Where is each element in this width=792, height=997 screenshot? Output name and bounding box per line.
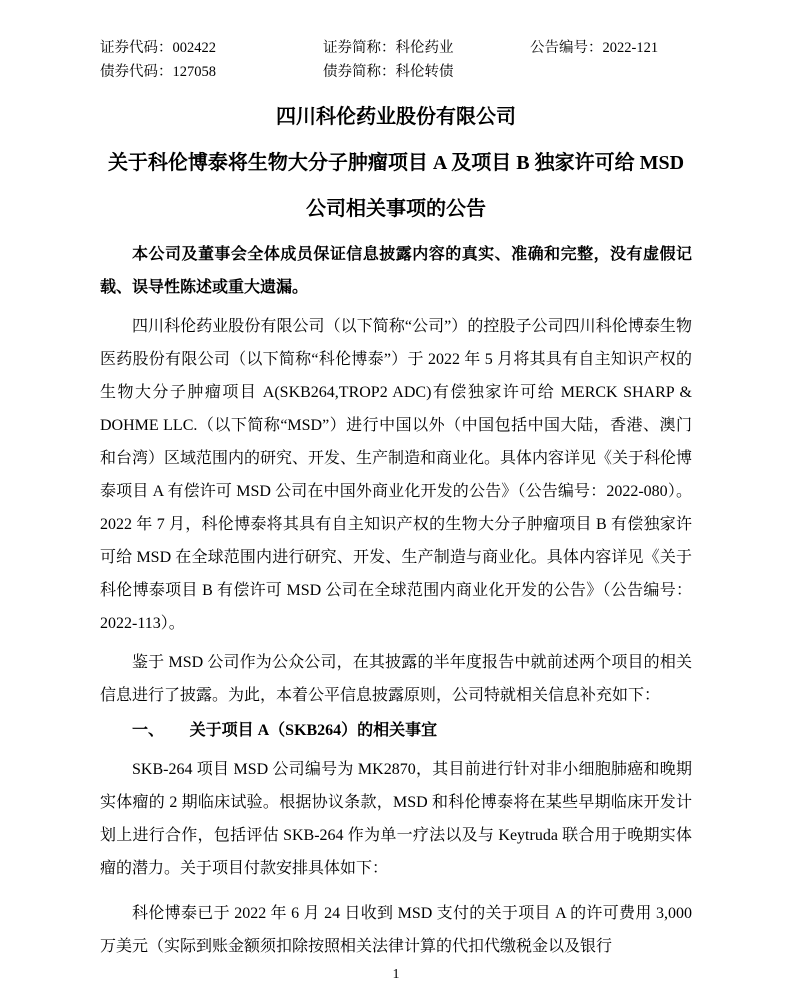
stock-short-name: 证券简称：科伦药业 xyxy=(323,40,454,56)
section-1-heading xyxy=(100,714,692,747)
header-empty-cell xyxy=(530,60,692,84)
board-guarantee-statement: 本公司及董事会全体成员保证信息披露内容的真实、准确和完整，没有虚假记载、误导性陈述或重大遗漏。 xyxy=(100,246,692,296)
announcement-number: 公告编号：2022-121 xyxy=(530,40,659,56)
document-body xyxy=(100,238,692,963)
paragraph-skb264-details: SKB-264 项目 MSD 公司编号为 MK2870，其目前进行针对非小细胞肺癌和晚期实体瘤的 2 期临床试验。根据协议条款，MSD 和科伦博泰将在某些早期临床开发计划上进行合作，包括评估 SKB-264 作为单一疗法以及与 Keytruda 联合用于晚期实体瘤的潜力。关于项目付款安排具体如下： xyxy=(100,761,692,877)
section-1-title: 关于项目 A（SKB264）的相关事宜 xyxy=(189,722,438,739)
header-row-1 xyxy=(100,36,692,60)
stock-code: 证券代码：002422 xyxy=(100,40,216,56)
paragraph-background: 四川科伦药业股份有限公司（以下简称“公司”）的控股子公司四川科伦博泰生物医药股份有限公司（以下简称“科伦博泰”）于 2022 年 5 月将其具有自主知识产权的生物大分子肿瘤项目 A(SKB264,TROP2 ADC)有偿独家许可给 MERCK SHARP & DOHME LLC.（以下简称“MSD”）进行中国以外（中国包括中国大陆，香港、澳门和台湾）区域范围内的研究、开发、生产制造和商业化。具体内容详见《关于科伦博泰项目 A 有偿许可 MSD 公司在中国外商业化开发的公告》（公告编号：2022-080）。2022 年 7 月，科伦博泰将其具有自主知识产权的生物大分子肿瘤项目 B 有偿独家许可给 MSD 在全球范围内进行研究、开发、生产制造与商业化。具体内容详见《关于科伦博泰项目 B 有偿许可 MSD 公司在全球范围内商业化开发的公告》（公告编号：2022-113）。 xyxy=(100,318,693,632)
paragraph-payment-details: 科伦博泰已于 2022 年 6 月 24 日收到 MSD 支付的关于项目 A 的许可费用 3,000 万美元（实际到账金额须扣除按照相关法律计算的代扣代缴税金以及银行 xyxy=(100,905,692,955)
header-row-2 xyxy=(100,60,692,84)
announcement-title: 关于科伦博泰将生物大分子肿瘤项目 A 及项目 B 独家许可给 MSD 公司相关事项的公告 xyxy=(107,152,685,220)
document-header xyxy=(100,36,692,84)
section-1-number: 一、 xyxy=(132,722,165,739)
bond-short-name: 债券简称：科伦转债 xyxy=(323,64,454,80)
page-number: 1 xyxy=(392,967,400,982)
company-name-title: 四川科伦药业股份有限公司 xyxy=(276,106,516,128)
bond-code: 债券代码：127058 xyxy=(100,64,216,80)
paragraph-disclosure-reason: 鉴于 MSD 公司作为公众公司，在其披露的半年度报告中就前述两个项目的相关信息进行了披露。为此，本着公平信息披露原则，公司特就相关信息补充如下： xyxy=(100,654,692,704)
